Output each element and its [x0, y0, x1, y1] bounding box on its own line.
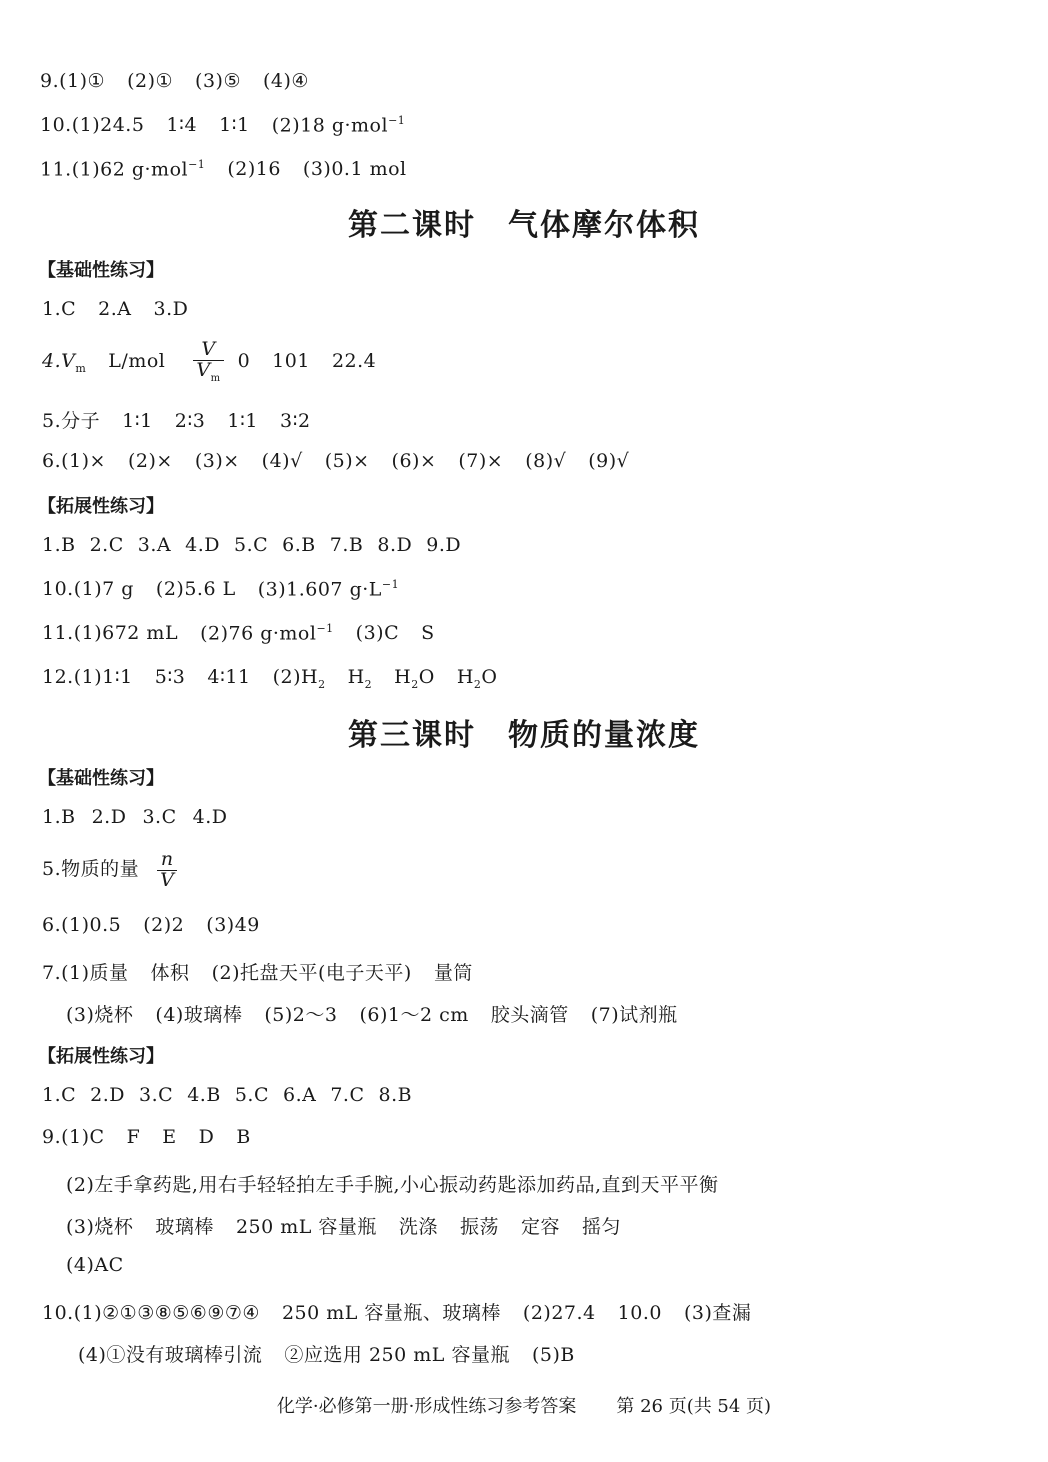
answer-part: 4.V [42, 350, 76, 373]
lesson3-ext-9a [42, 1126, 273, 1148]
answer-part: (3)× [194, 450, 240, 472]
lesson3-basic-1 [42, 806, 250, 828]
answer-part: (3)烧杯 [66, 1216, 134, 1238]
answer-part: H [394, 666, 412, 688]
answer-part: 胶头滴管 [490, 1004, 569, 1026]
fraction-numerator: n [157, 850, 177, 871]
answer-part: (5)× [324, 450, 370, 472]
answer-part: (3)烧杯 [66, 1004, 134, 1026]
answer-part: 4.B [187, 1084, 221, 1106]
exponent: −1 [188, 158, 206, 171]
answer-part: (6)× [391, 450, 437, 472]
lesson2-ext-11 [42, 622, 457, 644]
answer-part: 2.D [91, 806, 127, 828]
answer-part: 2.A [98, 298, 132, 320]
answer-part: 2∶3 [174, 410, 206, 432]
answer-part: 6.A [282, 1084, 317, 1106]
answer-part: 1∶1 [122, 410, 153, 432]
answer-part: (8)√ [525, 450, 567, 472]
answer-part: 量筒 [433, 962, 473, 984]
lesson3-title: 第三课时 物质的量浓度 [348, 718, 700, 753]
answer-part: 5.C [234, 534, 269, 556]
answer-part: (4)√ [261, 450, 303, 472]
answer-part: 0 [237, 350, 251, 373]
answer-part: (2)16 [227, 158, 281, 181]
answer-part: L/mol [108, 350, 166, 373]
answer-part: 1.C [42, 298, 77, 320]
answer-part: 10.(1)7 g [42, 578, 134, 601]
answer-part: 250 mL 容量瓶 [235, 1216, 377, 1238]
answer-part: 2.C [89, 534, 124, 556]
answer-part: 体积 [150, 962, 190, 984]
answer-part: (7)× [458, 450, 504, 472]
answer-part: 7.(1)质量 [42, 962, 129, 984]
lesson3-basic-5 [42, 850, 191, 891]
answer-part: (2)H [272, 666, 319, 688]
fraction-numerator: V [193, 340, 223, 361]
answer-part: 7.B [329, 534, 364, 556]
answer-part: 11.(1)672 mL [42, 622, 179, 645]
answer-part: 1.B [42, 534, 76, 556]
answer-part: B [236, 1126, 251, 1148]
answer-part: 3.D [153, 298, 189, 320]
exponent: −1 [388, 114, 406, 127]
subscript: 2 [473, 677, 482, 691]
answer-part: (2)76 g·mol [200, 622, 317, 645]
answer-part: (6)1～2 cm [359, 1004, 469, 1026]
exponent: −1 [316, 622, 334, 635]
answer-part: 10.(1)②①③⑧⑤⑥⑨⑦④ [42, 1302, 260, 1324]
answer-part: E [162, 1126, 177, 1148]
footer-book-title: 化学·必修第一册·形成性练习参考答案 [276, 1396, 577, 1417]
lesson3-ext-1 [42, 1084, 434, 1106]
exponent: −1 [381, 578, 400, 591]
answer-part: 3.A [137, 534, 172, 556]
lesson3-basic-7a [42, 958, 495, 985]
fraction-denominator [193, 358, 223, 384]
answer-part: 3∶2 [280, 410, 311, 432]
answer-part: (5)B [531, 1344, 575, 1366]
answer-part: 9.(1)① [40, 70, 106, 92]
answer-part: 4.D [185, 534, 220, 556]
lesson2-ext-header: 【拓展性练习】 [38, 496, 164, 517]
lesson2-ext-1 [42, 534, 483, 556]
lesson2-ext-12 [42, 666, 497, 691]
answer-part: 3.C [142, 806, 177, 828]
answer-part: (7)试剂瓶 [590, 1004, 678, 1026]
answer-part: (5)2～3 [264, 1004, 338, 1026]
answer-part: 洗涤 [398, 1216, 438, 1238]
answer-part: 1∶4 [166, 114, 198, 137]
answer-part: S [421, 622, 435, 645]
answer-part: 10.(1)24.5 [40, 114, 145, 137]
lesson2-basic-1 [42, 298, 210, 320]
answer-part: (4)①没有玻璃棒引流 [78, 1344, 263, 1366]
answer-part: 8.D [377, 534, 413, 556]
answer-part: 11.(1)62 g·mol [40, 158, 189, 181]
subscript: m [210, 372, 221, 384]
answer-part: 5.物质的量 [42, 858, 140, 881]
lesson3-ext-header: 【拓展性练习】 [38, 1046, 164, 1067]
fraction-denominator: V [160, 868, 175, 891]
lesson3-ext-10a [42, 1298, 773, 1325]
answer-part: (3)C [355, 622, 400, 645]
lesson3-basic-6 [42, 914, 282, 936]
answer-part: 7.C [330, 1084, 365, 1106]
answer-part: (2)① [127, 70, 174, 92]
answer-part: (2)× [127, 450, 173, 472]
answer-part: H [347, 666, 365, 688]
answer-part: 101 [272, 350, 310, 373]
answer-part: 6.(1)0.5 [42, 914, 122, 936]
answer-part: (3)⑤ [195, 70, 241, 92]
answer-part: 250 mL 容量瓶、玻璃棒 [281, 1302, 501, 1324]
answer-part: (3)查漏 [683, 1302, 752, 1324]
answer-part: F [126, 1126, 141, 1148]
lesson3-ext-10b [78, 1340, 597, 1367]
fraction-v-over-vm [193, 340, 223, 384]
denominator-text: V [196, 358, 211, 381]
fraction-n-over-v [157, 850, 177, 891]
lesson2-title: 第二课时 气体摩尔体积 [348, 208, 700, 243]
answer-part: H [456, 666, 474, 688]
answer-part: 1∶1 [219, 114, 250, 137]
answer-part: 9.(1)C [42, 1126, 105, 1148]
lesson3-ext-9b: (2)左手拿药匙,用右手轻轻拍左手手腕,小心振动药匙添加药品,直到天平平衡 [66, 1174, 719, 1196]
answer-part: D [198, 1126, 215, 1148]
answer-part: (3)1.607 g·L [257, 578, 382, 601]
answer-part: (3)0.1 mol [302, 158, 407, 181]
subscript: 2 [318, 677, 326, 691]
answer-part: (3)49 [206, 914, 260, 936]
answer-part: 1∶1 [227, 410, 259, 432]
answer-part: 3.C [139, 1084, 174, 1106]
answer-part: (4)④ [262, 70, 309, 92]
lesson2-basic-header: 【基础性练习】 [38, 260, 164, 281]
answer-part: 1.B [42, 806, 76, 828]
lesson2-basic-6 [42, 450, 651, 472]
answer-part: 5.分子 [42, 410, 101, 432]
subscript: m [75, 361, 87, 375]
lesson2-basic-5 [42, 406, 333, 433]
lesson3-ext-9d: (4)AC [66, 1254, 124, 1276]
answer-part: 玻璃棒 [155, 1216, 214, 1238]
answer-part: 4.D [192, 806, 228, 828]
answer-part: 定容 [520, 1216, 560, 1238]
answer-part: 5.C [234, 1084, 269, 1106]
answer-part: (2)5.6 L [155, 578, 236, 601]
answer-part: O [418, 666, 435, 688]
page-footer [0, 1392, 1048, 1418]
answer-part: 10.0 [617, 1302, 662, 1324]
answer-part: 6.(1)× [42, 450, 106, 472]
answer-part: (2)18 g·mol [271, 114, 389, 137]
subscript: 2 [364, 677, 373, 691]
answer-part: 22.4 [331, 350, 377, 373]
footer-page-number: 第 26 页(共 54 页) [616, 1396, 772, 1417]
answer-11 [40, 158, 429, 180]
answer-part: 6.B [282, 534, 316, 556]
answer-part: 12.(1)1∶1 [42, 666, 133, 688]
answer-9 [40, 70, 331, 92]
answer-10 [40, 114, 405, 136]
answer-part: 1.C [42, 1084, 77, 1106]
answer-part: 2.D [90, 1084, 126, 1106]
subscript: 2 [411, 677, 419, 691]
answer-part: 4∶11 [207, 666, 251, 688]
answer-part: 8.B [378, 1084, 413, 1106]
answer-part: (2)2 [143, 914, 185, 936]
answer-part: (2)托盘天平(电子天平) [211, 962, 412, 984]
answer-part: 摇匀 [581, 1216, 621, 1238]
lesson3-basic-7b [66, 1000, 700, 1027]
answer-part: 振荡 [459, 1216, 499, 1238]
lesson2-ext-10 [42, 578, 399, 600]
answer-part: (4)玻璃棒 [155, 1004, 243, 1026]
answer-part: 9.D [426, 534, 462, 556]
answer-part: ②应选用 250 mL 容量瓶 [284, 1344, 510, 1366]
lesson2-basic-4 [42, 340, 398, 384]
lesson3-basic-header: 【基础性练习】 [38, 768, 164, 789]
answer-part: 5∶3 [154, 666, 186, 688]
answer-part: (9)√ [588, 450, 630, 472]
answer-part: (2)27.4 [522, 1302, 596, 1324]
lesson3-ext-9c [66, 1212, 643, 1239]
answer-part: O [481, 666, 498, 688]
